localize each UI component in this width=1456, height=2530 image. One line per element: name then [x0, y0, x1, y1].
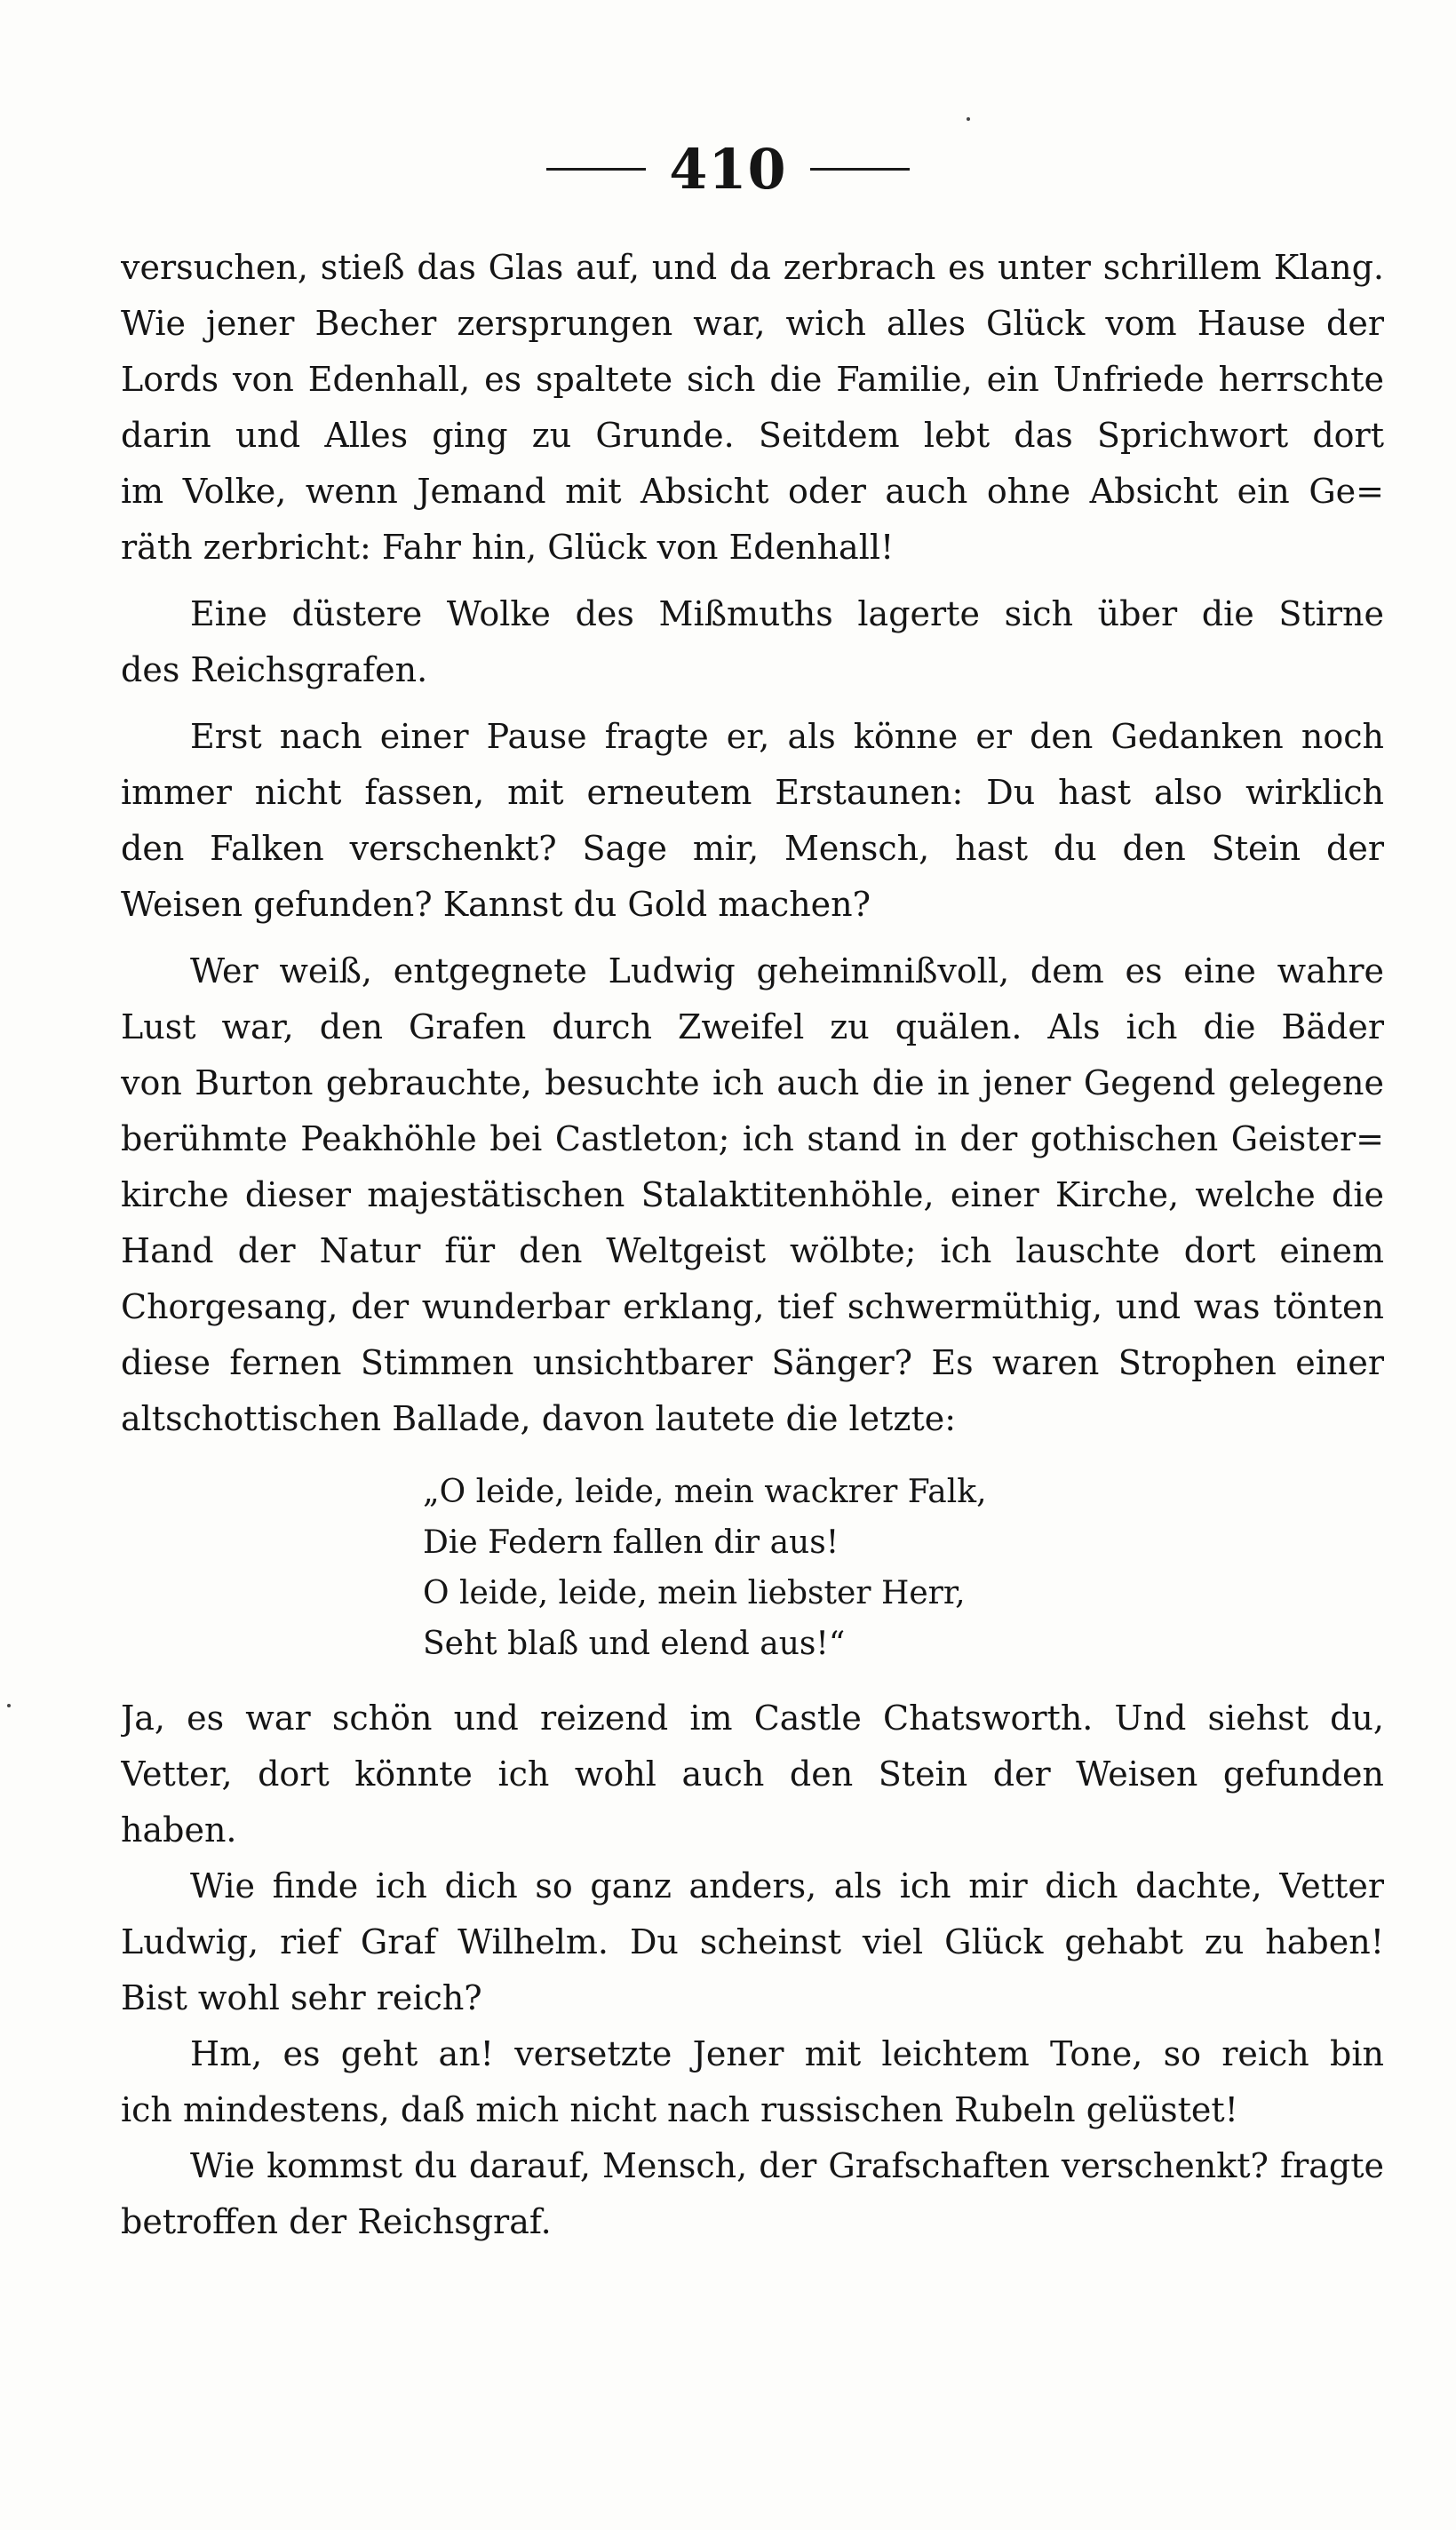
text-line: betroffen der Reichsgraf.	[121, 2202, 552, 2241]
text-line: Wie kommst du darauf, Mensch, der Grafschaften verschenkt? fragte	[190, 2146, 1384, 2185]
verse-block	[121, 1467, 1384, 1669]
text-line: Bist wohl sehr reich?	[121, 1978, 482, 2017]
text-line: ich mindestens, daß mich nicht nach russischen Rubeln gelüstet!	[121, 2090, 1238, 2129]
print-speck	[7, 1704, 11, 1707]
paragraph	[121, 240, 1384, 576]
text-line: Wie finde ich dich so ganz anders, als ich mir dich dachte, Vetter	[190, 1866, 1384, 1905]
text-line: Erst nach einer Pause fragte er, als könne er den Gedanken noch	[190, 717, 1384, 756]
text-line: des Reichsgrafen.	[121, 650, 428, 689]
text-line: Ludwig, rief Graf Wilhelm. Du scheinst viel Glück gehabt zu haben!	[121, 1922, 1384, 1961]
text-line: Chorgesang, der wunderbar erklang, tief schwermüthig, und was tönten	[121, 1287, 1384, 1326]
paragraph	[121, 1858, 1384, 2026]
verse-line: O leide, leide, mein liebster Herr,	[423, 1575, 966, 1611]
text-line: im Volke, wenn Jemand mit Absicht oder auch ohne Absicht ein Ge=	[121, 472, 1384, 511]
text-line: versuchen, stieß das Glas auf, und da zerbrach es unter schrillem Klang.	[121, 248, 1384, 287]
text-line: Hand der Natur für den Weltgeist wölbte; ich lauschte dort einem	[121, 1231, 1384, 1270]
body-text	[121, 240, 1384, 2250]
paragraph	[121, 2026, 1384, 2138]
text-line: altschottischen Ballade, davon lautete die letzte:	[121, 1399, 957, 1438]
text-line: darin und Alles ging zu Grunde. Seitdem lebt das Sprichwort dort	[121, 416, 1384, 455]
verse-line: Seht blaß und elend aus!“	[423, 1626, 846, 1662]
page-number: 410	[669, 136, 787, 202]
text-line: Lust war, den Grafen durch Zweifel zu quälen. Als ich die Bäder	[121, 1007, 1384, 1046]
paragraph	[121, 2138, 1384, 2250]
paragraph	[121, 943, 1384, 1447]
text-line: Weisen gefunden? Kannst du Gold machen?	[121, 885, 871, 924]
text-line: Wer weiß, entgegnete Ludwig geheimnißvoll, dem es eine wahre	[190, 951, 1384, 991]
text-line: räth zerbricht: Fahr hin, Glück von Edenhall!	[121, 528, 895, 567]
verse-line: Die Federn fallen dir aus!	[423, 1524, 839, 1561]
text-line: haben.	[121, 1810, 237, 1850]
text-line: immer nicht fassen, mit erneutem Erstaunen: Du hast also wirklich	[121, 773, 1384, 812]
verse-line: „O leide, leide, mein wackrer Falk,	[423, 1474, 987, 1510]
text-line: berühmte Peakhöhle bei Castleton; ich stand in der gothischen Geister=	[121, 1119, 1384, 1158]
header-rule-left	[546, 168, 646, 171]
text-line: von Burton gebrauchte, besuchte ich auch die in jener Gegend gelegene	[121, 1063, 1384, 1102]
paragraph	[121, 1691, 1384, 1858]
text-line: diese fernen Stimmen unsichtbarer Sänger? Es waren Strophen einer	[121, 1343, 1384, 1382]
paragraph	[121, 586, 1384, 698]
print-speck	[967, 117, 970, 121]
text-line: den Falken verschenkt? Sage mir, Mensch, hast du den Stein der	[121, 829, 1384, 868]
text-line: Wie jener Becher zersprungen war, wich alles Glück vom Hause der	[121, 304, 1384, 343]
paragraph	[121, 709, 1384, 933]
text-line: Ja, es war schön und reizend im Castle Chatsworth. Und siehst du,	[121, 1699, 1384, 1738]
text-line: kirche dieser majestätischen Stalaktitenhöhle, einer Kirche, welche die	[121, 1175, 1384, 1214]
text-line: Eine düstere Wolke des Mißmuths lagerte sich über die Stirne	[190, 594, 1384, 633]
text-line: Vetter, dort könnte ich wohl auch den Stein der Weisen gefunden	[121, 1754, 1384, 1794]
header-rule-right	[810, 168, 910, 171]
text-line: Lords von Edenhall, es spaltete sich die Familie, ein Unfriede herrschte	[121, 360, 1384, 399]
text-line: Hm, es geht an! versetzte Jener mit leichtem Tone, so reich bin	[190, 2034, 1384, 2073]
page-header	[0, 129, 1456, 209]
